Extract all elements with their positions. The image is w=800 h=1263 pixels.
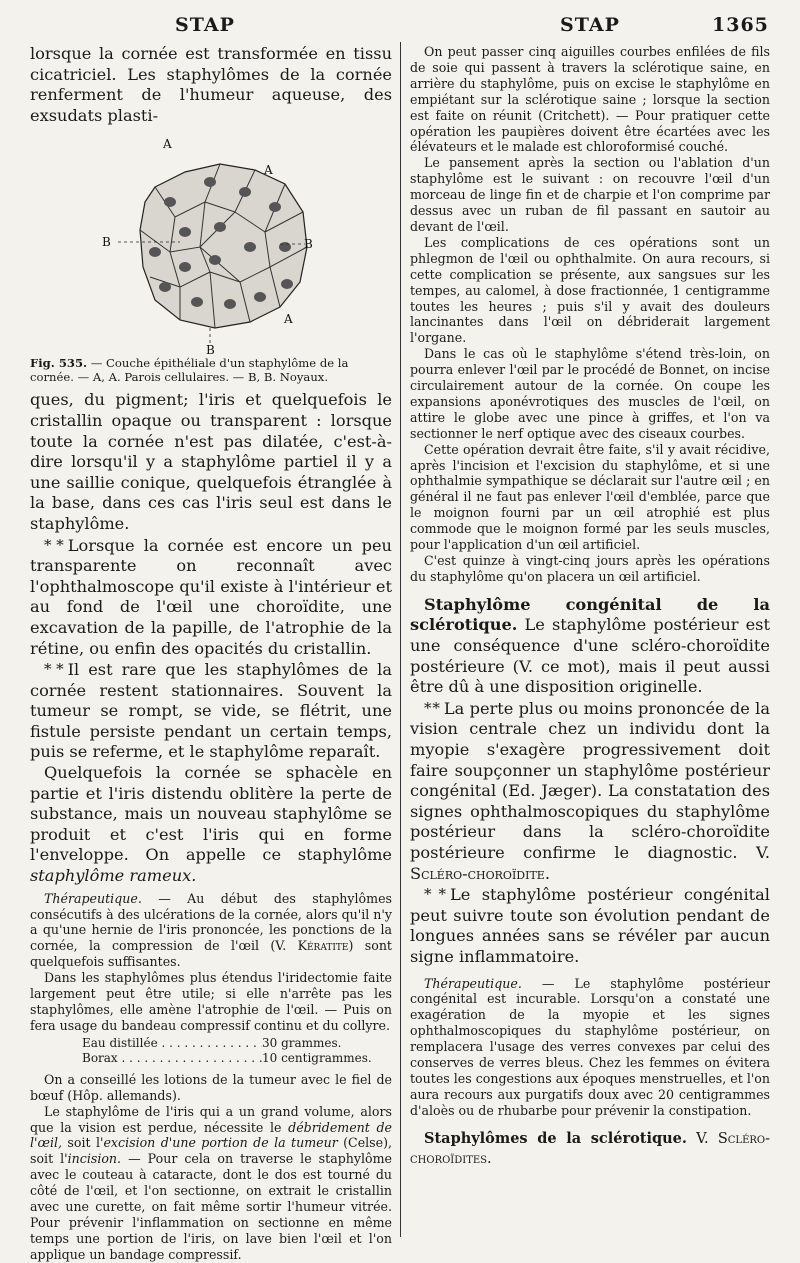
paragraph-3: * * Il est rare que les staphylômes de la cornée restent stationnaires. Souvent la tumeur se rompt, se vide, se flétrit, une fistule persiste pendant un certain temps, puis se referme, et le staphylôme reparaît.: [30, 660, 392, 762]
therapeutique-left-4: Le staphylôme de l'iris qui a un grand volume, alors que la vision est perdue, nécessite le débridement de l'œil, soit l'excision d'une portion de la tumeur (Celse), soit l'incision. — Pour cela on traverse le staphylôme avec le couteau à cataracte, dont le dos est tourné du côté de l'œil, et l'on sectionne, on extrait le cristallin avec une curette, on fait même sortir l'humeur vitrée. Pour prévenir l'inflammation on sectionne en même temps une portion de l'iris, on lave bien l'œil et l'on applique un bandage compressif.: [30, 1103, 393, 1262]
section-title: Staphylômes de la sclérotique.: [424, 1129, 687, 1147]
figure-535: [30, 128, 392, 354]
right-column: [410, 44, 770, 1170]
running-head-center: STAP: [560, 14, 620, 36]
section-staphylomes-sclerotique: Staphylômes de la sclérotique. V. Scléro-choroïdites.: [410, 1129, 770, 1168]
label-b-left: B: [102, 235, 111, 250]
section-congenital-p3: * * Le staphylôme postérieur congénital peut suivre toute son évolution pendant de longues années sans se révéler par aucun signe inflammatoire.: [410, 885, 770, 966]
section-congenital-p2: * * La perte plus ou moins prononcée de la vision centrale chez un individu dont la myopie s'exagère progressivement doit faire soupçonner un staphylôme postérieur congénital (Ed. Jæger). La constatation des signes ophthalmoscopiques du staphylôme postérieur dans la scléro-choroïdite postérieure confirme le diagnostic. V. Scléro-choroïdite.: [410, 698, 770, 883]
right-paragraph-3: Les complications de ces opérations sont un phlegmon de l'œil ou ophthalmite. On aura recours, si cette complication se présente, aux sangsues sur les tempes, au calomel, à dose fractionnée, 1 centigramme toutes les heures ; puis s'il y avait des douleurs lancinantes dans l'œil on débriderait largement l'organe.: [410, 234, 770, 346]
asterism: * *: [44, 660, 62, 679]
label-a-top: A: [163, 137, 172, 152]
therapeutique-left-2: Dans les staphylômes plus étendus l'iridectomie faite largement peut être utile; si elle n'arrête pas les staphylômes, elle amène l'atrophie de l'œil. — Puis on fera usage du bandeau compressif continu et du collyre.: [30, 970, 392, 1033]
epithelium-illustration: [30, 128, 392, 354]
asterism: * *: [44, 535, 62, 554]
right-paragraph-4: Dans le cas où le staphylôme s'étend très-loin, on pourra enlever l'œil par le procédé de Bonnet, on incise circulairement autour de la cornée. On coupe les expansions aponévrotiques des muscles de l'œil, on attire le globe avec une pince à griffes, et l'on va sectionner le nerf optique avec des ciseaux courbes.: [410, 346, 770, 441]
figure-number: Fig. 535.: [30, 356, 88, 371]
label-b-bottom: B: [206, 343, 215, 355]
paragraph-2: * * Lorsque la cornée est encore un peu transparente on reconnaît avec l'ophthalmoscope qu'il existe à l'intérieur et au fond de l'œil une choroïdite, une excavation de la papille, de l'atrophie de la rétine, ou enfin des opacités du cristallin.: [30, 535, 392, 658]
therapeutique-right: Thérapeutique. — Le staphylôme postérieur congénital est incurable. Lorsqu'on a constaté une exagération de la myopie et les signes ophthalmoscopiques du staphylôme postérieur, on remplacera l'usage des verres convexes par celui des conserves de verres bleus. Chez les femmes on évitera toutes les congestions aux époques menstruelles, et l'on aura recours aux purgatifs doux avec 20 centigrammes d'aloès ou de rhubarbe pour prévenir la constipation.: [410, 975, 770, 1118]
therapeutique-left-3: On a conseillé les lotions de la tumeur avec le fiel de bœuf (Hôp. allemands).: [30, 1071, 392, 1103]
prescription-line-1: Eau distillée . . . 30 grammes.: [82, 1036, 392, 1051]
right-paragraph-5: Cette opération devrait être faite, s'il y avait récidive, après l'incision et l'excision du staphylôme, et si une ophthalmie sympathique se déclarait sur l'autre œil ; en général il ne faut pas enlever l'œil d'emblée, parce que le moignon fourni par un œil atrophié est plus commode que le moignon formé par les seuls muscles, pour l'application d'un œil artificiel.: [410, 441, 770, 553]
right-paragraph-6: C'est quinze à vingt-cinq jours après les opérations du staphylôme qu'on placera un œil artificiel.: [410, 553, 770, 584]
prescription: [30, 1036, 392, 1066]
figure-caption-text: — Couche épithéliale d'un staphylôme de la cornée. — A, A. Parois cellulaires. — B, B. Noyaux.: [30, 356, 349, 385]
left-column: [30, 44, 392, 1263]
therapeutique-label: Thérapeutique.: [44, 890, 142, 906]
right-paragraph-1: On peut passer cinq aiguilles courbes enfilées de fils de soie qui passent à travers la sclérotique saine, en arrière du staphylôme, puis on excise le staphylôme en empiétant sur la sclérotique saine ; lorsque la section est faite on réunit (Critchett). — Pour pratiquer cette opération les paupières doivent être écartées avec les élévateurs et le malade est chloroformisé couché.: [410, 44, 770, 155]
section-title: Staphylôme congénital de la sclérotique.: [410, 594, 770, 635]
label-b-right: B: [304, 237, 313, 252]
figure-caption: [30, 356, 392, 384]
paragraph-1: ques, du pigment; l'iris et quelquefois le cristallin opaque ou transparent : lorsque toute la cornée n'est pas dilatée, c'est-à-dire lorsqu'il y a staphylôme partiel il y a une saillie conique, quelquefois étranglée à la base, dans ces cas l'iris seul est dans le staphylôme.: [30, 390, 392, 533]
running-head-left: STAP: [175, 14, 235, 36]
therapeutique-label: Thérapeutique.: [424, 975, 522, 991]
asterism: * *: [424, 698, 438, 717]
label-a-right: A: [264, 163, 273, 178]
asterism: * *: [424, 885, 444, 904]
section-staphylome-congenital: Staphylôme congénital de la sclérotique. Le staphylôme postérieur est une conséquence d'une scléro-choroïdite postérieure (V. ce mot), mais il peut aussi être dû à une disposition originelle.: [410, 594, 770, 697]
cell-grid: [140, 164, 307, 328]
therapeutique-left-1: Thérapeutique. — Au début des staphylômes consécutifs à des ulcérations de la cornée, alors qu'il n'y a qu'une hernie de l'iris prononcée, les ponctions de la cornée, la compression de l'œil (V. Kératite) sont quelquefois suffisantes.: [30, 890, 392, 970]
prescription-line-2: Borax . . . 10 centigrammes.: [82, 1051, 392, 1066]
intro-paragraph: lorsque la cornée est transformée en tissu cicatriciel. Les staphylômes de la cornée renferment de l'humeur aqueuse, des exsudats plasti-: [30, 44, 392, 125]
right-paragraph-2: Le pansement après la section ou l'ablation d'un staphylôme est le suivant : on recouvre l'œil d'un morceau de linge fin et de charpie et l'on comprime par dessus avec un ruban de fil passant en sautoir au devant de l'œil.: [410, 155, 770, 234]
column-rule: [400, 42, 401, 1237]
label-a-bottom: A: [284, 312, 293, 327]
paragraph-4: Quelquefois la cornée se sphacèle en partie et l'iris distendu oblitère la perte de substance, mais un nouveau staphylôme se produit et c'est l'iris qui en forme l'enveloppe. On appelle ce staphylôme staphylôme rameux.: [30, 763, 392, 886]
page-number: 1365: [712, 14, 769, 36]
